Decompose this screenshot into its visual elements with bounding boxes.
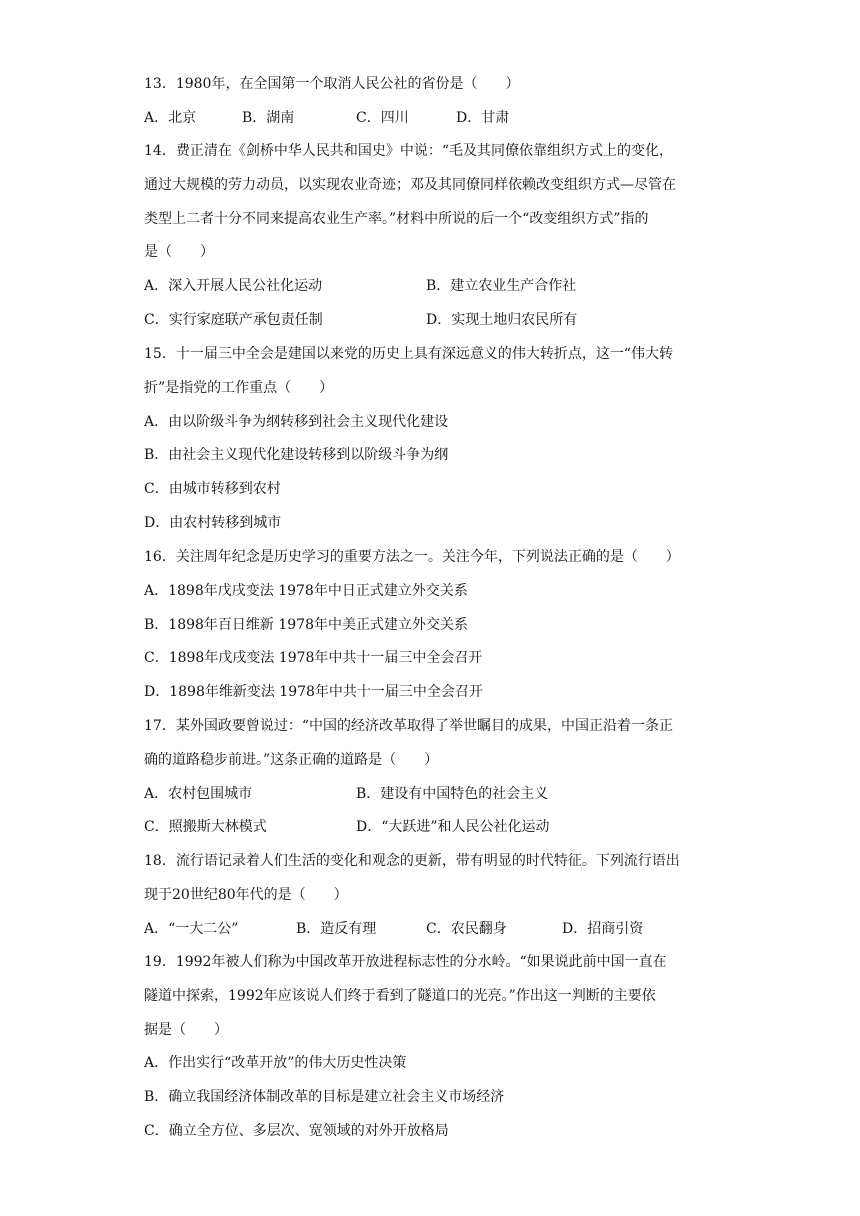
option-c[interactable]: C．确立全方位、多层次、宽领域的对外开放格局 <box>144 1122 449 1139</box>
option-b[interactable]: B．造反有理 <box>296 920 377 937</box>
question-stem: 15．十一届三中全会是建国以来党的历史上具有深远意义的伟大转折点，这一“伟大转 <box>144 346 673 362</box>
question-stem: 18．流行语记录着人们生活的变化和观念的更新，带有明显的时代特征。下列流行语出 <box>144 853 680 869</box>
question-stem: 确的道路稳步前进。”这条正确的道路是（ ） <box>144 751 439 768</box>
question-stem: 据是（ ） <box>144 1021 228 1038</box>
question-17 <box>144 710 724 845</box>
option-d[interactable]: D．招商引资 <box>562 920 644 937</box>
option-c[interactable]: C．四川 <box>356 109 409 126</box>
option-b[interactable]: B．湖南 <box>242 109 295 126</box>
option-a[interactable]: A．农村包围城市 <box>144 785 253 802</box>
option-d[interactable]: D．甘肃 <box>456 109 510 126</box>
option-a[interactable]: A．深入开展人民公社化运动 <box>144 278 323 295</box>
option-d[interactable]: D．实现土地归农民所有 <box>426 311 578 328</box>
question-18 <box>144 845 724 946</box>
question-stem: 16．关注周年纪念是历史学习的重要方法之一。关注今年，下列说法正确的是（ ） <box>144 549 680 565</box>
question-stem: 是（ ） <box>144 244 214 261</box>
option-row <box>144 304 724 338</box>
option-row <box>144 102 724 136</box>
option-d[interactable]: D．1898年维新变法 1978年中共十一届三中全会召开 <box>144 684 483 701</box>
option-a[interactable]: A．由以阶级斗争为纲转移到社会主义现代化建设 <box>144 413 449 430</box>
option-a[interactable]: A．1898年戊戌变法 1978年中日正式建立外交关系 <box>144 582 468 599</box>
option-b[interactable]: B．确立我国经济体制改革的目标是建立社会主义市场经济 <box>144 1089 505 1106</box>
question-13 <box>144 68 724 136</box>
question-stem: 隧道中探索，1992年应该说人们终于看到了隧道口的光亮。”作出这一判断的主要依 <box>144 987 656 1004</box>
question-19 <box>144 946 724 1149</box>
option-c[interactable]: C．实行家庭联产承包责任制 <box>144 311 323 328</box>
question-stem: 14．费正清在《剑桥中华人民共和国史》中说：“毛及其同僚依靠组织方式上的变化， <box>144 143 673 159</box>
option-c[interactable]: C．1898年戊戌变法 1978年中共十一届三中全会召开 <box>144 650 483 667</box>
question-stem: 折”是指党的工作重点（ ） <box>144 379 334 396</box>
question-15 <box>144 338 724 541</box>
option-a[interactable]: A．北京 <box>144 109 197 126</box>
option-b[interactable]: B．1898年百日维新 1978年中美正式建立外交关系 <box>144 616 468 633</box>
question-16 <box>144 541 724 710</box>
option-row <box>144 778 724 812</box>
question-stem: 类型上二者十分不同来提高农业生产率。”材料中所说的后一个“改变组织方式”指的 <box>144 210 649 227</box>
question-stem: 现于20世纪80年代的是（ ） <box>144 886 348 903</box>
option-c[interactable]: C．照搬斯大林模式 <box>144 819 267 836</box>
question-stem: 19．1992年被人们称为中国改革开放进程标志性的分水岭。“如果说此前中国一直在 <box>144 954 667 970</box>
option-a[interactable]: A．作出实行“改革开放”的伟大历史性决策 <box>144 1055 407 1072</box>
option-b[interactable]: B．建立农业生产合作社 <box>426 278 577 295</box>
option-row <box>144 270 724 304</box>
question-stem: 通过大规模的劳力动员，以实现农业奇迹；邓及其同僚同样依赖改变组织方式—尽管在 <box>144 176 676 193</box>
option-row <box>144 811 724 845</box>
option-c[interactable]: C．由城市转移到农村 <box>144 481 281 498</box>
question-14 <box>144 135 724 338</box>
option-b[interactable]: B．由社会主义现代化建设转移到以阶级斗争为纲 <box>144 447 449 464</box>
option-row <box>144 913 724 947</box>
option-d[interactable]: D．“大跃进”和人民公社化运动 <box>356 819 550 836</box>
option-b[interactable]: B．建设有中国特色的社会主义 <box>356 785 549 802</box>
question-stem: 13．1980年，在全国第一个取消人民公社的省份是（ ） <box>144 76 520 92</box>
question-stem: 17．某外国政要曾说过：“中国的经济改革取得了举世瞩目的成果，中国正沿着一条正 <box>144 718 673 734</box>
option-a[interactable]: A．“一大二公” <box>144 920 239 937</box>
option-d[interactable]: D．由农村转移到城市 <box>144 514 282 531</box>
option-c[interactable]: C．农民翻身 <box>426 920 507 937</box>
